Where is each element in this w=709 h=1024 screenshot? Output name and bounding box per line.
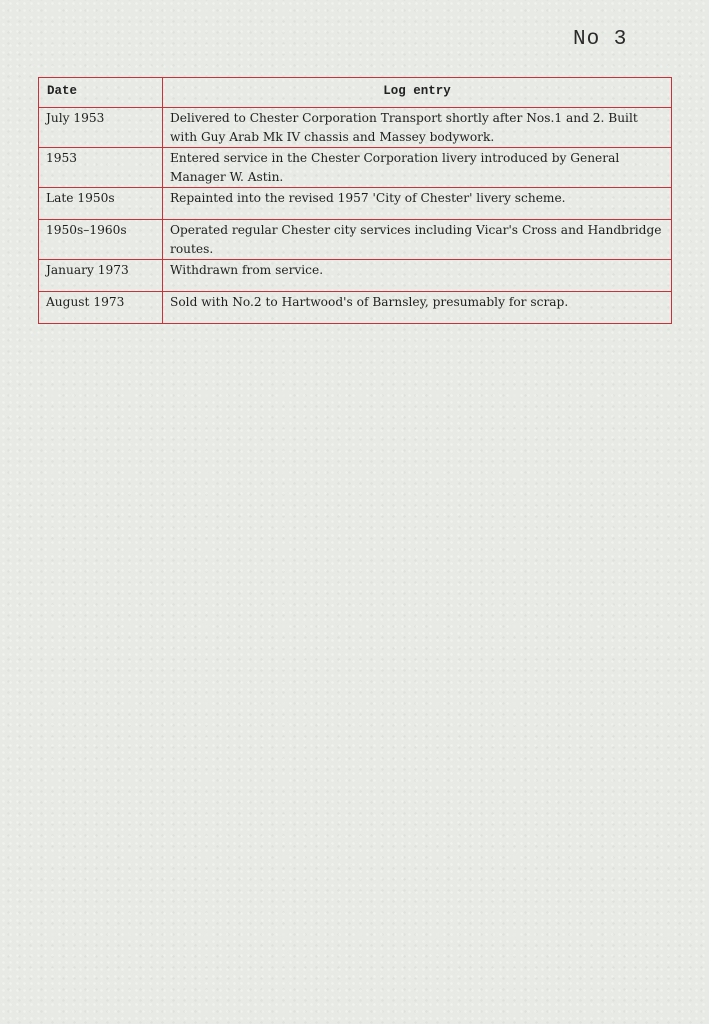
table-row — [39, 148, 672, 188]
row-log-entry: Withdrawn from service. — [163, 260, 672, 292]
row-log-entry: Sold with No.2 to Hartwood's of Barnsley, presumably for scrap. — [163, 292, 672, 324]
table-row — [39, 108, 672, 148]
table-row — [39, 260, 672, 292]
row-log-entry: Operated regular Chester city services including Vicar's Cross and Handbridge routes. — [163, 220, 672, 260]
row-log-entry: Repainted into the revised 1957 'City of Chester' livery scheme. — [163, 188, 672, 220]
row-date: 1950s–1960s — [39, 220, 163, 260]
table-header-row — [39, 78, 672, 108]
table-row — [39, 292, 672, 324]
row-date: Late 1950s — [39, 188, 163, 220]
table-row — [39, 220, 672, 260]
table-row — [39, 188, 672, 220]
page-number: No 3 — [573, 28, 628, 51]
row-date: August 1973 — [39, 292, 163, 324]
row-log-entry: Entered service in the Chester Corporation livery introduced by General Manager W. Astin. — [163, 148, 672, 188]
log-table — [38, 77, 672, 324]
row-date: July 1953 — [39, 108, 163, 148]
row-log-entry: Delivered to Chester Corporation Transport shortly after Nos.1 and 2. Built with Guy Arab Mk IV chassis and Massey bodywork. — [163, 108, 672, 148]
row-date: 1953 — [39, 148, 163, 188]
row-date: January 1973 — [39, 260, 163, 292]
column-header-log-entry: Log entry — [163, 78, 672, 108]
column-header-date: Date — [39, 78, 163, 108]
